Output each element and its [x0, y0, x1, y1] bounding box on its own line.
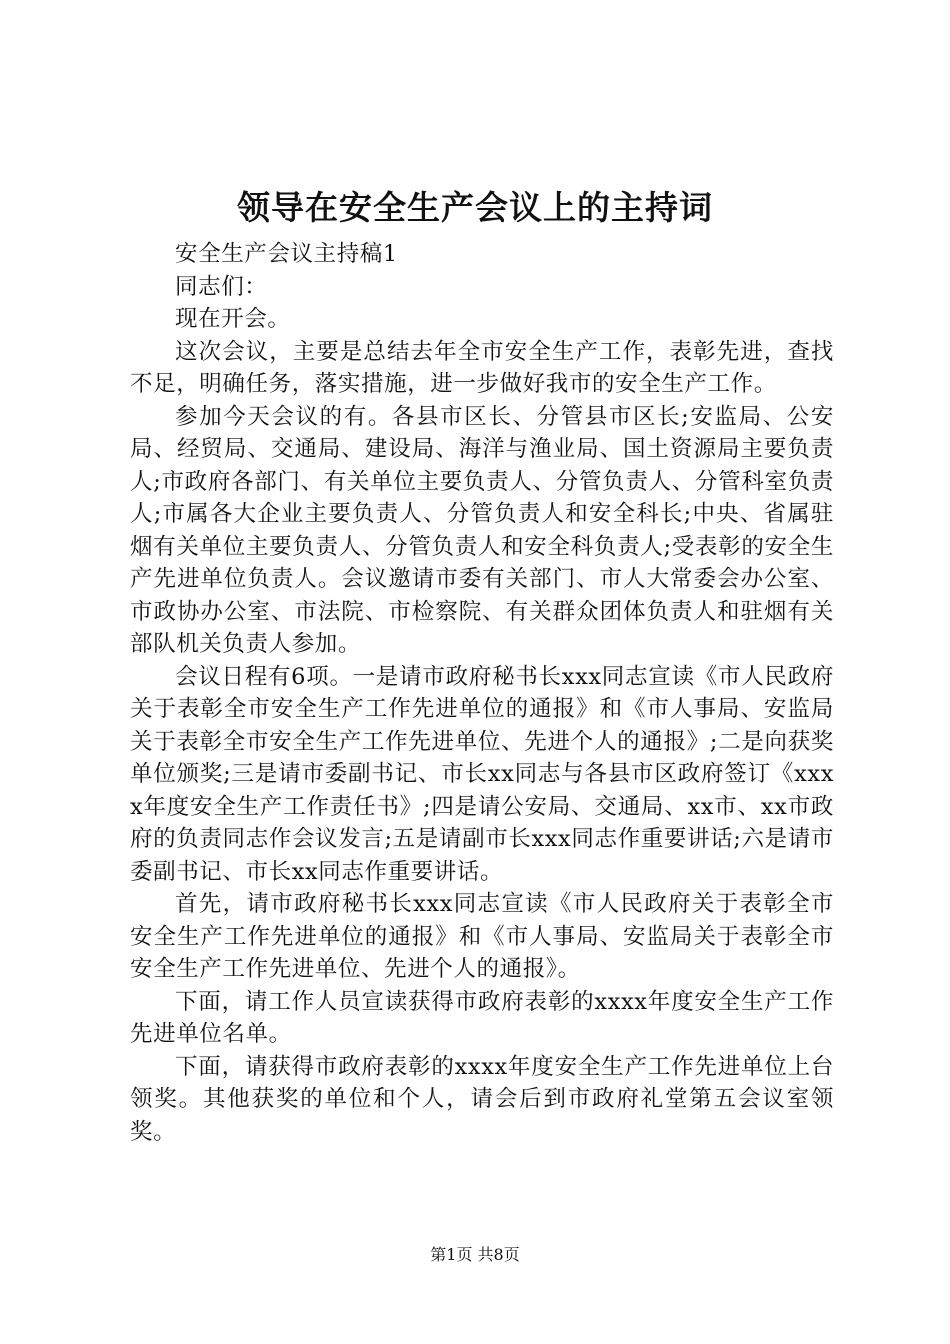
paragraph-purpose: 这次会议，主要是总结去年全市安全生产工作，表彰先进，查找不足，明确任务，落实措施，进一步做好我市的安全生产工作。	[130, 338, 834, 397]
paragraph-attendees: 参加今天会议的有。各县市区长、分管县市区长;安监局、公安局、经贸局、交通局、建设局、海洋与渔业局、国土资源局主要负责人;市政府各部门、有关单位主要负责人、分管负责人、分管科室负责人;市属各大企业主要负责人、分管负责人和安全科长;中央、省属驻烟有关单位主要负责人、分管负责人和安全科负责人;受表彰的安全生产先进单位负责人。会议邀请市委有关部门、市人大常委会办公室、市政协办公室、市法院、市检察院、有关群众团体负责人和驻烟有关部队机关负责人参加。	[130, 403, 834, 657]
paragraph-agenda: 会议日程有6项。一是请市政府秘书长xxx同志宣读《市人民政府关于表彰全市安全生产工作先进单位的通报》和《市人事局、安监局关于表彰全市安全生产工作先进单位、先进个人的通报》;二是向获奖单位颁奖;三是请市委副书记、市长xx同志与各县市区政府签订《xxxx年度安全生产工作责任书》;四是请公安局、交通局、xx市、xx市政府的负责同志作会议发言;五是请副市长xxx同志作重要讲话;六是请市委副书记、市长xx同志作重要讲话。	[130, 663, 834, 885]
paragraph-awards: 下面，请获得市政府表彰的xxxx年度安全生产工作先进单位上台领奖。其他获奖的单位和个人，请会后到市政府礼堂第五会议室领奖。	[130, 1053, 834, 1145]
paragraph-greeting: 同志们：	[175, 273, 268, 300]
page-number-footer: 第1页 共8页	[430, 1245, 520, 1264]
paragraph-first-item: 首先，请市政府秘书长xxx同志宣读《市人民政府关于表彰全市安全生产工作先进单位的通报》和《市人事局、安监局关于表彰全市安全生产工作先进单位、先进个人的通报》。	[130, 891, 834, 982]
paragraph-heading: 安全生产会议主持稿1	[175, 241, 398, 267]
document-body	[130, 238, 834, 1148]
paragraph-announcement: 下面，请工作人员宣读获得市政府表彰的xxxx年度安全生产工作先进单位名单。	[130, 988, 834, 1047]
paragraph-opening: 现在开会。	[175, 306, 291, 332]
document-title: 领导在安全生产会议上的主持词	[237, 188, 713, 227]
